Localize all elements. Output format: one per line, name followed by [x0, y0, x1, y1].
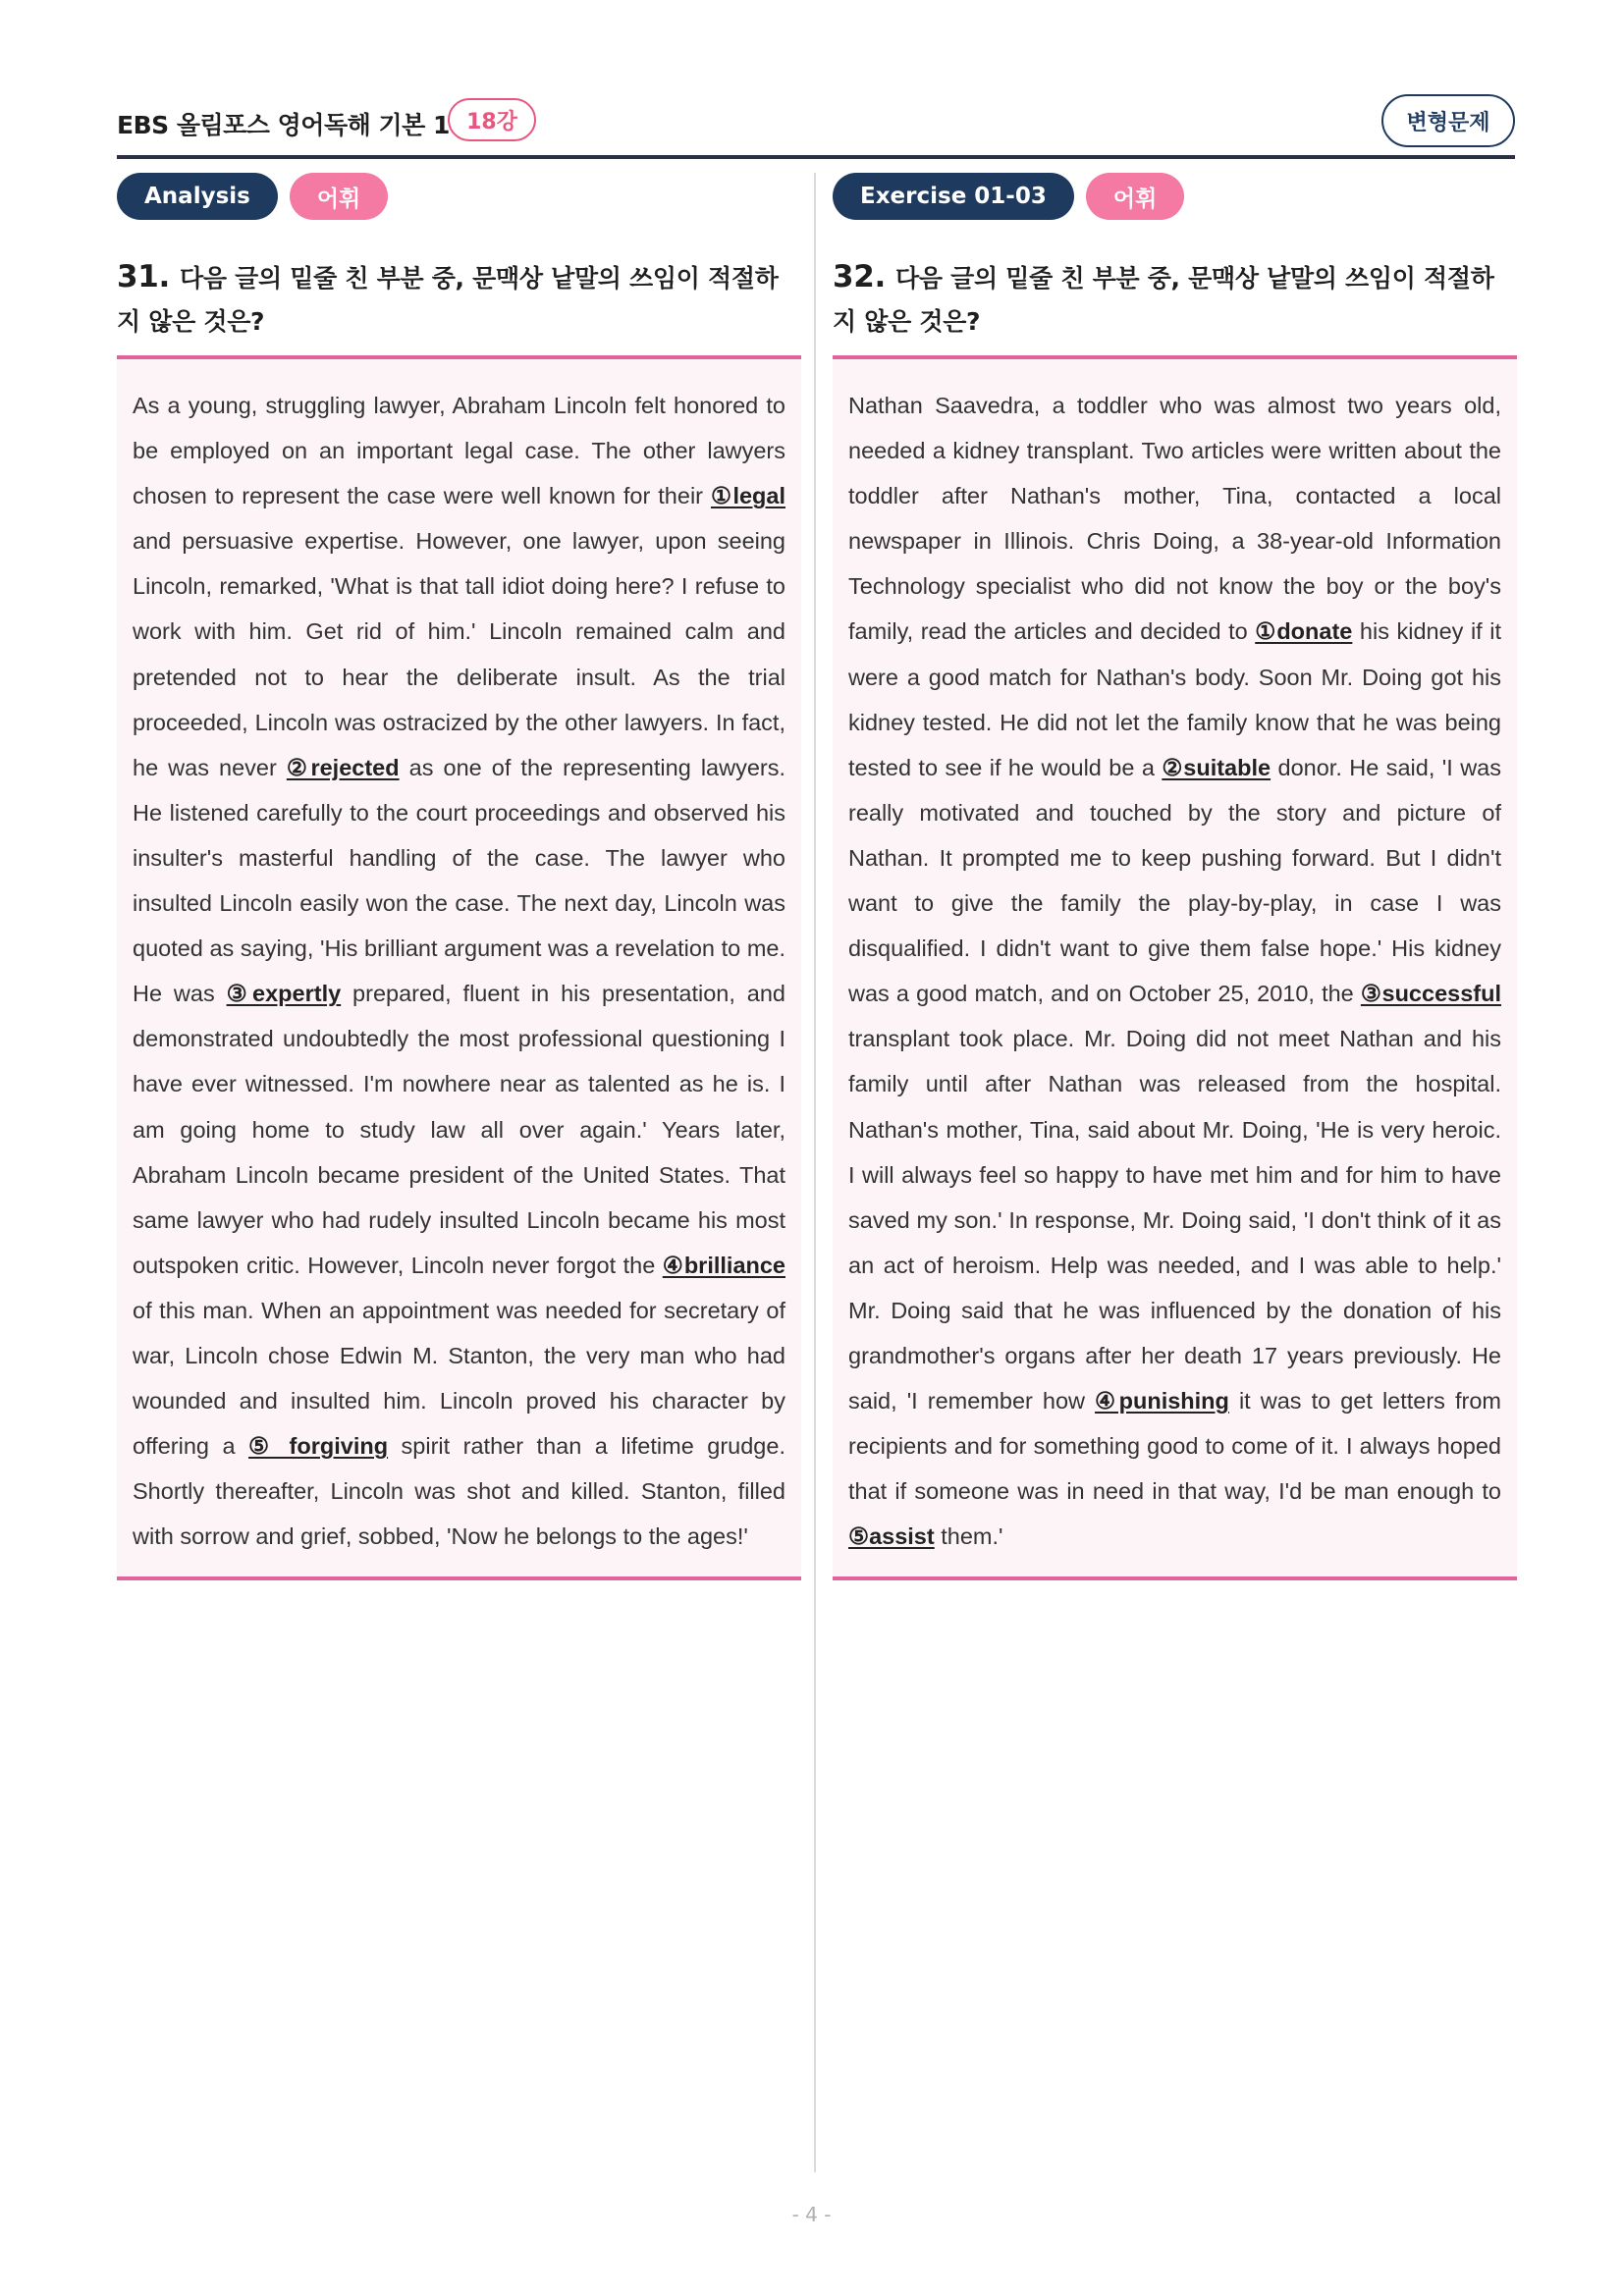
underlined-choice: ②rejected: [286, 754, 400, 780]
passage-text: of this man. When an appointment was needed for secretary of war, Lincoln chose Edwin M. Stanton, the very man who had wounded and insulted him. Lincoln proved his character by offering a: [133, 1297, 785, 1460]
underlined-choice: ④brilliance: [662, 1252, 786, 1278]
passage-text: As a young, struggling lawyer, Abraham Lincoln felt honored to be employed on an important legal case. The other lawyers chosen to represent the case were well known for their: [133, 393, 785, 509]
underlined-choice: ⑤ forgiving: [248, 1433, 389, 1460]
underlined-choice: ③expertly: [226, 981, 342, 1007]
underlined-choice: ①legal: [710, 483, 785, 509]
passage-text: Nathan Saavedra, a toddler who was almost two years old, needed a kidney transplant. Two articles were written about the toddler after Nathan's mother, Tina, contacted a local newspaper in Illinois. Chris Doing, a 38-year-old Information Technology specialist who did not know the boy or the boy's family, read the articles and decided to: [848, 393, 1501, 645]
page-number: - 4 -: [791, 2203, 832, 2226]
question-type-badge: 변형문제: [1381, 94, 1515, 147]
underlined-choice: ⑤assist: [848, 1523, 935, 1550]
right-column: [833, 173, 1517, 1580]
passage-box: [833, 355, 1517, 1580]
underlined-choice: ①donate: [1255, 618, 1353, 645]
passage-text: prepared, fluent in his presentation, and demonstrated undoubtedly the most professional questioning I have ever witnessed. I'm nowhere near as talented as he is. I am going home to study law all over again.' Years later, Abraham Lincoln became president of the United States. That same lawyer who had rudely insulted Lincoln became his most outspoken critic. However, Lincoln never forgot the: [133, 981, 785, 1278]
right-tag-row: [833, 173, 1517, 222]
question-31: [117, 255, 801, 355]
passage-text: transplant took place. Mr. Doing did not meet Nathan and his family until after Nathan was released from the hospital. Nathan's mother, Tina, said about Mr. Doing, 'He is very heroic. I will always feel so happy to have met him and for him to have saved my son.' In response, Mr. Doing said, 'I don't think of it as an act of heroism. Help was needed, and I was able to help.' Mr. Doing said that he was influenced by the donation of his grandmother's organs after her death 17 years previously. He said, 'I remember how: [848, 1026, 1501, 1415]
question-32: [833, 255, 1517, 355]
passage-text: his kidney if it were a good match for Nathan's body. Soon Mr. Doing got his kidney tested. He did not let the family know that he was being tested to see if he would be a: [848, 618, 1502, 780]
header-divider: [117, 155, 1515, 159]
vocabulary-tag: 어휘: [1086, 173, 1184, 220]
question-number: 32.: [833, 259, 887, 294]
passage-text: it was to get letters from recipients and for something good to come of it. I always hoped that if someone was in need in that way, I'd be man enough to: [848, 1388, 1501, 1505]
analysis-tag: Analysis: [117, 173, 278, 220]
passage-text: as one of the representing lawyers. He listened carefully to the court proceedings and observed his insulter's masterful handling of the case. The lawyer who insulted Lincoln easily won the case. The next day, Lincoln was quoted as saying, 'His brilliant argument was a revelation to me. He was: [133, 754, 785, 1007]
passage-text: donor. He said, 'I was really motivated and touched by the story and picture of Nathan. It prompted me to keep pushing forward. But I didn't want to give the family the play-by-play, in case I was disqualified. I didn't want to give them false hope.' His kidney was a good match, and on October 25, 2010, the: [848, 754, 1501, 1007]
question-text: 다음 글의 밑줄 친 부분 중, 문맥상 낱말의 쓰임이 적절하지 않은 것은?: [833, 264, 1494, 336]
underlined-choice: ②suitable: [1162, 754, 1271, 780]
underlined-choice: ③successful: [1360, 981, 1501, 1007]
vocabulary-tag: 어휘: [290, 173, 388, 220]
left-column: [117, 173, 801, 1580]
column-divider: [814, 173, 816, 2172]
question-number: 31.: [117, 259, 171, 294]
passage-text: spirit rather than a lifetime grudge. Shortly thereafter, Lincoln was shot and killed. Stanton, filled with sorrow and grief, sobbed, 'Now he belongs to the ages!': [133, 1433, 785, 1550]
underlined-choice: ④punishing: [1095, 1388, 1229, 1415]
page-header: [117, 98, 1515, 159]
passage-text: them.': [934, 1523, 1003, 1550]
question-text: 다음 글의 밑줄 친 부분 중, 문맥상 낱말의 쓰임이 적절하지 않은 것은?: [117, 264, 779, 336]
exercise-tag: Exercise 01-03: [833, 173, 1074, 220]
passage-box: [117, 355, 801, 1580]
passage-text: and persuasive expertise. However, one lawyer, upon seeing Lincoln, remarked, 'What is that tall idiot doing here? I refuse to work with him. Get rid of him.' Lincoln remained calm and pretended not to hear the deliberate insult. As the trial proceeded, Lincoln was ostracized by the other lawyers. In fact, he was never: [133, 528, 785, 780]
lesson-badge: 18강: [448, 98, 536, 141]
left-tag-row: [117, 173, 801, 222]
book-title: EBS 올림포스 영어독해 기본 1: [117, 111, 450, 139]
